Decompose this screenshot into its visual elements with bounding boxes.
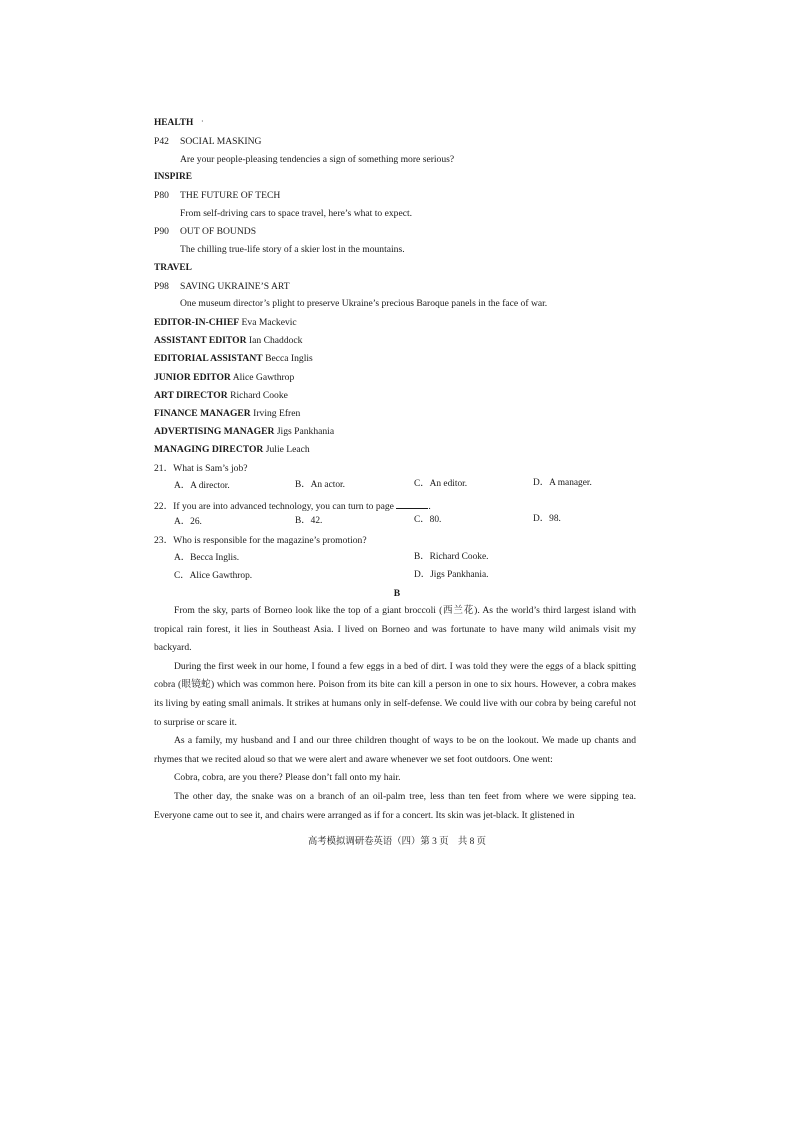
- staff-entry: [154, 318, 297, 328]
- staff-name: Julie Leach: [265, 444, 310, 455]
- question-21: 21．What is Sam’s job?: [154, 463, 248, 474]
- section-travel: TRAVEL: [154, 263, 192, 273]
- staff-role: EDITORIAL ASSISTANT: [154, 353, 263, 364]
- option-d[interactable]: D．A manager.: [533, 478, 592, 488]
- passage-paragraph: From the sky, parts of Borneo look like the top of a giant broccoli (西兰花). As the world’s third largest island with tropical rain forest, it lies in Southeast Asia. I lived on Borneo and was fortunate to have many wild animals visit my backyard.: [154, 605, 636, 654]
- scan-speck: ·: [201, 117, 204, 126]
- option-b[interactable]: B．Richard Cooke.: [414, 552, 489, 562]
- passage-paragraph: During the first week in our home, I found a few eggs in a bed of dirt. I was told they were the eggs of a black spitting cobra (眼镜蛇) which was common here. Poison from its bite can kill a person in one to six hours. However, a cobra makes its living by eating small animals. It strikes at humans only in self-defense. We could live with our cobra by being careful not to surprise or scare it.: [154, 660, 636, 728]
- contents-description: One museum director’s plight to preserve Ukraine’s precious Baroque panels in the face of war.: [180, 298, 548, 309]
- staff-role: ART DIRECTOR: [154, 390, 228, 401]
- passage-paragraph: The other day, the snake was on a branch of an oil-palm tree, less than ten feet from where we were sipping tea. Everyone came out to see it, and chairs were arranged as if for a concert. Its skin was jet-black. It glistened in: [154, 790, 636, 821]
- staff-entry: [154, 354, 313, 364]
- question-23: 23．Who is responsible for the magazine’s promotion?: [154, 535, 367, 546]
- passage-paragraph: Cobra, cobra, are you there? Please don’t fall onto my hair.: [174, 772, 401, 784]
- contents-page-number: P80: [154, 190, 169, 201]
- contents-title: THE FUTURE OF TECH: [180, 190, 281, 201]
- staff-entry: [154, 391, 288, 401]
- staff-entry: [154, 427, 334, 437]
- option-a[interactable]: A．A director.: [174, 481, 230, 491]
- page-footer: 高考模拟调研卷英语（四）第 3 页 共 8 页: [307, 837, 487, 847]
- staff-name: Eva Mackevic: [241, 317, 297, 328]
- contents-page-number: P98: [154, 281, 169, 292]
- option-b[interactable]: B．An actor.: [295, 480, 345, 490]
- staff-entry: [154, 445, 310, 455]
- staff-role: MANAGING DIRECTOR: [154, 444, 264, 455]
- option-d[interactable]: D．Jigs Pankhania.: [414, 570, 489, 580]
- passage-paragraph: As a family, my husband and I and our three children thought of ways to be on the lookout. We made up chants and rhymes that we recited aloud so that we were alert and aware whenever we set foot outdoors. One went:: [154, 735, 636, 765]
- contents-title: SOCIAL MASKING: [180, 136, 262, 147]
- staff-name: Jigs Pankhania: [276, 426, 335, 437]
- option-a[interactable]: A．26.: [174, 517, 202, 527]
- staff-role: EDITOR-IN-CHIEF: [154, 317, 240, 328]
- contents-title: SAVING UKRAINE’S ART: [180, 281, 290, 292]
- option-b[interactable]: B．42.: [295, 516, 323, 526]
- option-c[interactable]: C．80.: [414, 515, 442, 525]
- staff-entry: [154, 336, 302, 346]
- staff-role: ASSISTANT EDITOR: [154, 335, 247, 346]
- option-a[interactable]: A．Becca Inglis.: [174, 553, 240, 563]
- contents-title: OUT OF BOUNDS: [180, 226, 257, 237]
- staff-entry: [154, 409, 300, 419]
- option-c[interactable]: C．Alice Gawthrop.: [174, 571, 253, 581]
- staff-name: Irving Efren: [253, 408, 301, 419]
- section-inspire: INSPIRE: [154, 172, 193, 182]
- question-stem: 22．If you are into advanced technology, you can turn to page: [154, 501, 394, 512]
- question-stem-end: .: [428, 501, 431, 512]
- staff-name: Richard Cooke: [230, 390, 288, 401]
- answer-blank[interactable]: [396, 500, 428, 509]
- contents-page-number: P90: [154, 226, 169, 237]
- staff-role: FINANCE MANAGER: [154, 408, 251, 419]
- section-b-heading: B: [393, 588, 401, 599]
- option-c[interactable]: C．An editor.: [414, 479, 468, 489]
- contents-page-number: P42: [154, 136, 169, 147]
- staff-role: JUNIOR EDITOR: [154, 372, 231, 383]
- staff-name: Alice Gawthrop: [232, 372, 295, 383]
- staff-name: Ian Chaddock: [248, 335, 303, 346]
- reading-passage: [154, 602, 636, 825]
- staff-name: Becca Inglis: [265, 353, 313, 364]
- staff-entry: [154, 373, 294, 383]
- section-health: HEALTH: [154, 118, 194, 128]
- contents-description: From self-driving cars to space travel, here’s what to expect.: [180, 208, 413, 219]
- staff-role: ADVERTISING MANAGER: [154, 426, 275, 437]
- option-d[interactable]: D．98.: [533, 514, 561, 524]
- question-22: [154, 500, 431, 512]
- contents-description: The chilling true-life story of a skier lost in the mountains.: [180, 244, 405, 255]
- contents-description: Are your people-pleasing tendencies a sign of something more serious?: [180, 154, 455, 165]
